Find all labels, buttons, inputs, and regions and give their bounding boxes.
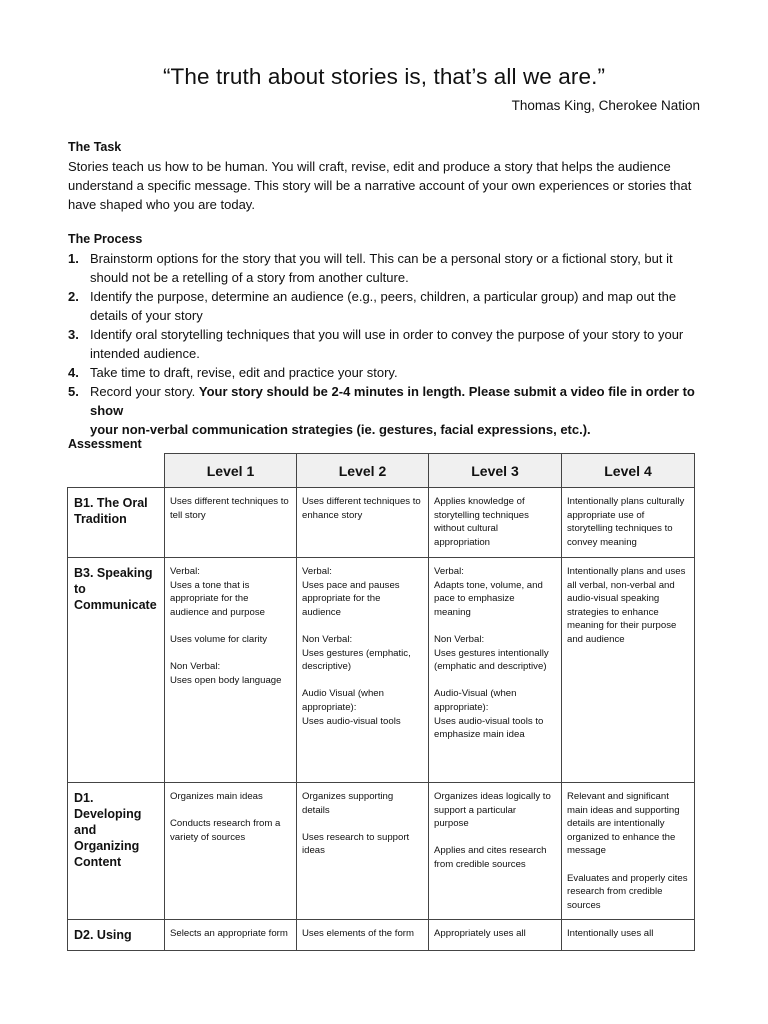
- cell-line: main ideas and supporting: [567, 804, 680, 816]
- step-plain-text: Record your story.: [90, 384, 199, 399]
- cell-line: and audience: [567, 633, 625, 645]
- cell-line: Uses elements of the form: [302, 928, 414, 939]
- cell-line: [170, 647, 291, 661]
- task-line: Stories teach us how to be human. You will craft, revise, edit and produce a story that helps the audience: [68, 159, 671, 174]
- step-line: Identify oral storytelling techniques that you will use in order to convey the purpose of your story to your: [90, 327, 684, 342]
- step-text: [90, 325, 704, 363]
- rubric-row: [68, 783, 695, 920]
- cell-line: meaning for their purpose: [567, 620, 677, 632]
- cell-line: details are intentionally: [567, 818, 665, 830]
- assessment-heading: Assessment: [68, 437, 142, 451]
- rubric-cell: [429, 558, 562, 783]
- criterion-line: B3. Speaking to: [74, 566, 153, 596]
- cell-line: Uses audio-visual tools to: [434, 715, 544, 727]
- cell-line: audience and purpose: [170, 606, 265, 618]
- step-text: [90, 363, 704, 382]
- cell-line: [170, 804, 291, 818]
- task-paragraph: [68, 157, 704, 214]
- step-bold-text: Your story should be 2-4 minutes in length. Please submit a video file in order to show: [90, 384, 695, 418]
- cell-line: Audio-Visual (when: [434, 688, 517, 700]
- rubric-cell: [429, 920, 562, 951]
- process-heading: The Process: [68, 232, 143, 246]
- cell-line: Conducts research from a: [170, 818, 281, 830]
- cell-line: appropriate use of: [567, 509, 645, 521]
- process-list: [68, 249, 704, 439]
- step-line: Identify the purpose, determine an audience (e.g., peers, children, a particular group) and map out the: [90, 289, 677, 304]
- cell-line: Applies knowledge of: [434, 496, 525, 507]
- cell-line: appropriate for the: [302, 593, 381, 605]
- cell-line: tell story: [170, 509, 206, 521]
- process-step: [68, 249, 704, 287]
- assessment-rubric-table: [67, 453, 695, 951]
- rubric-cell: [562, 488, 695, 558]
- cell-line: ideas: [302, 845, 325, 857]
- cell-line: meaning: [434, 606, 471, 618]
- rubric-cell: [165, 920, 297, 951]
- cell-line: Verbal:: [302, 566, 332, 577]
- rubric-cell: [165, 783, 297, 920]
- cell-line: storytelling techniques: [434, 509, 529, 521]
- cell-line: Uses different techniques to: [302, 496, 421, 507]
- cell-line: Selects an appropriate form: [170, 928, 288, 939]
- task-line: understand a specific message. This story will be a narrative account of your own experiences or stories that: [68, 178, 692, 193]
- criterion-cell: [68, 783, 165, 920]
- rubric-cell: [165, 558, 297, 783]
- step-text: [90, 249, 704, 287]
- rubric-cell: [297, 558, 429, 783]
- step-number: 5.: [68, 384, 79, 399]
- cell-line: sources: [567, 899, 601, 911]
- cell-line: Organizes ideas logically to: [434, 791, 551, 802]
- cell-line: Non Verbal:: [170, 661, 221, 673]
- cell-line: Uses open body language: [170, 674, 282, 686]
- cell-line: Verbal:: [170, 566, 200, 577]
- process-section: [68, 230, 704, 439]
- cell-line: Uses research to support: [302, 831, 410, 843]
- cell-line: Non Verbal:: [302, 633, 353, 645]
- cell-line: organized to enhance the: [567, 831, 676, 843]
- cell-line: Applies and cites research: [434, 845, 547, 857]
- rubric-cell: [429, 488, 562, 558]
- rubric-cell: [562, 783, 695, 920]
- cell-line: [302, 817, 423, 831]
- process-step: [68, 382, 704, 439]
- criterion-cell: [68, 920, 165, 951]
- cell-line: Verbal:: [434, 566, 464, 577]
- criterion-line: Communicate: [74, 598, 157, 612]
- cell-line: pace to emphasize: [434, 593, 515, 605]
- process-step: [68, 287, 704, 325]
- level-header: Level 4: [562, 454, 695, 488]
- assessment-section: [68, 435, 704, 454]
- step-number: 2.: [68, 289, 79, 304]
- cell-line: [302, 619, 423, 633]
- cell-line: Organizes main ideas: [170, 791, 263, 802]
- cell-line: Non Verbal:: [434, 633, 485, 645]
- task-section: [68, 138, 704, 214]
- cell-line: appropriate for the: [170, 593, 249, 605]
- cell-line: enhance story: [302, 509, 363, 521]
- cell-line: strategies to enhance: [567, 606, 659, 618]
- cell-line: (emphatic and descriptive): [434, 661, 547, 673]
- cell-line: message: [567, 845, 606, 857]
- cell-line: variety of sources: [170, 831, 246, 843]
- step-line: intended audience.: [90, 346, 200, 361]
- cell-line: Organizes supporting: [302, 791, 394, 802]
- rubric-row: [68, 920, 695, 951]
- cell-line: descriptive): [302, 661, 352, 673]
- level-header: Level 3: [429, 454, 562, 488]
- quote: “The truth about stories is, that’s all we are.”: [162, 64, 606, 89]
- cell-line: research from credible: [567, 886, 663, 898]
- cell-line: support a particular: [434, 804, 517, 816]
- cell-line: without cultural: [434, 523, 498, 535]
- step-number: 1.: [68, 251, 79, 266]
- step-bold-text: your non-verbal communication strategies (ie. gestures, facial expressions, etc.).: [90, 422, 591, 437]
- cell-line: convey meaning: [567, 536, 637, 548]
- step-line: Take time to draft, revise, edit and practice your story.: [90, 365, 398, 380]
- cell-line: Uses a tone that is: [170, 579, 250, 591]
- cell-line: Relevant and significant: [567, 791, 669, 802]
- cell-line: [567, 858, 689, 872]
- criterion-cell: [68, 558, 165, 783]
- cell-line: [434, 831, 556, 845]
- criterion-line: D1. Developing: [74, 791, 142, 821]
- cell-line: Intentionally uses all: [567, 928, 654, 939]
- cell-line: appropriate):: [434, 701, 489, 713]
- cell-line: [434, 674, 556, 688]
- rubric-row: [68, 558, 695, 783]
- level-header: Level 2: [297, 454, 429, 488]
- cell-line: [434, 619, 556, 633]
- cell-line: purpose: [434, 818, 469, 830]
- cell-line: Uses audio-visual tools: [302, 715, 401, 727]
- cell-line: [302, 674, 423, 688]
- criterion-line: Tradition: [74, 512, 127, 526]
- process-step: [68, 363, 704, 382]
- cell-line: Uses volume for clarity: [170, 633, 268, 645]
- rubric-row: [68, 488, 695, 558]
- cell-line: audience: [302, 606, 341, 618]
- cell-line: Intentionally plans culturally: [567, 496, 685, 507]
- cell-line: [170, 619, 291, 633]
- cell-line: Uses pace and pauses: [302, 579, 400, 591]
- cell-line: Appropriately uses all: [434, 928, 526, 939]
- cell-line: emphasize main idea: [434, 729, 525, 741]
- rubric-cell: [297, 920, 429, 951]
- step-line: Brainstorm options for the story that you will tell. This can be a personal story or a fictional story, but it: [90, 251, 673, 266]
- process-step: [68, 325, 704, 363]
- step-line: should not be a retelling of a story from another culture.: [90, 270, 409, 285]
- cell-line: Uses different techniques to: [170, 496, 289, 507]
- rubric-cell: [297, 783, 429, 920]
- step-line: details of your story: [90, 308, 203, 323]
- cell-line: Audio Visual (when: [302, 688, 384, 700]
- task-line: have shaped who you are today.: [68, 197, 255, 212]
- rubric-cell: [165, 488, 297, 558]
- criterion-cell: [68, 488, 165, 558]
- criterion-line: and Organizing: [74, 823, 140, 853]
- cell-line: all verbal, non-verbal and: [567, 579, 675, 591]
- step-number: 3.: [68, 327, 79, 342]
- rubric-cell: [297, 488, 429, 558]
- criterion-line: D2. Using: [74, 928, 132, 942]
- rubric-cell: [429, 783, 562, 920]
- task-heading: The Task: [68, 140, 122, 154]
- rubric-cell: [562, 558, 695, 783]
- cell-line: storytelling techniques to: [567, 523, 673, 535]
- cell-line: appropriation: [434, 536, 491, 548]
- cell-line: audio-visual speaking: [567, 593, 660, 605]
- quote-attribution: Thomas King, Cherokee Nation: [511, 98, 700, 113]
- step-text: [90, 287, 704, 325]
- cell-line: Uses gestures intentionally: [434, 647, 549, 659]
- cell-line: Evaluates and properly cites: [567, 872, 688, 884]
- cell-line: Adapts tone, volume, and: [434, 579, 543, 591]
- rubric-corner: [68, 454, 165, 488]
- cell-line: details: [302, 804, 330, 816]
- rubric-cell: [562, 920, 695, 951]
- step-text: [90, 382, 704, 439]
- cell-line: Intentionally plans and uses: [567, 566, 686, 577]
- rubric-body: [68, 488, 695, 951]
- cell-line: from credible sources: [434, 858, 526, 870]
- step-number: 4.: [68, 365, 79, 380]
- level-header: Level 1: [165, 454, 297, 488]
- cell-line: appropriate):: [302, 701, 357, 713]
- criterion-line: B1. The Oral: [74, 496, 148, 510]
- rubric-header-row: [68, 454, 695, 488]
- criterion-line: Content: [74, 855, 122, 869]
- cell-line: Uses gestures (emphatic,: [302, 647, 411, 659]
